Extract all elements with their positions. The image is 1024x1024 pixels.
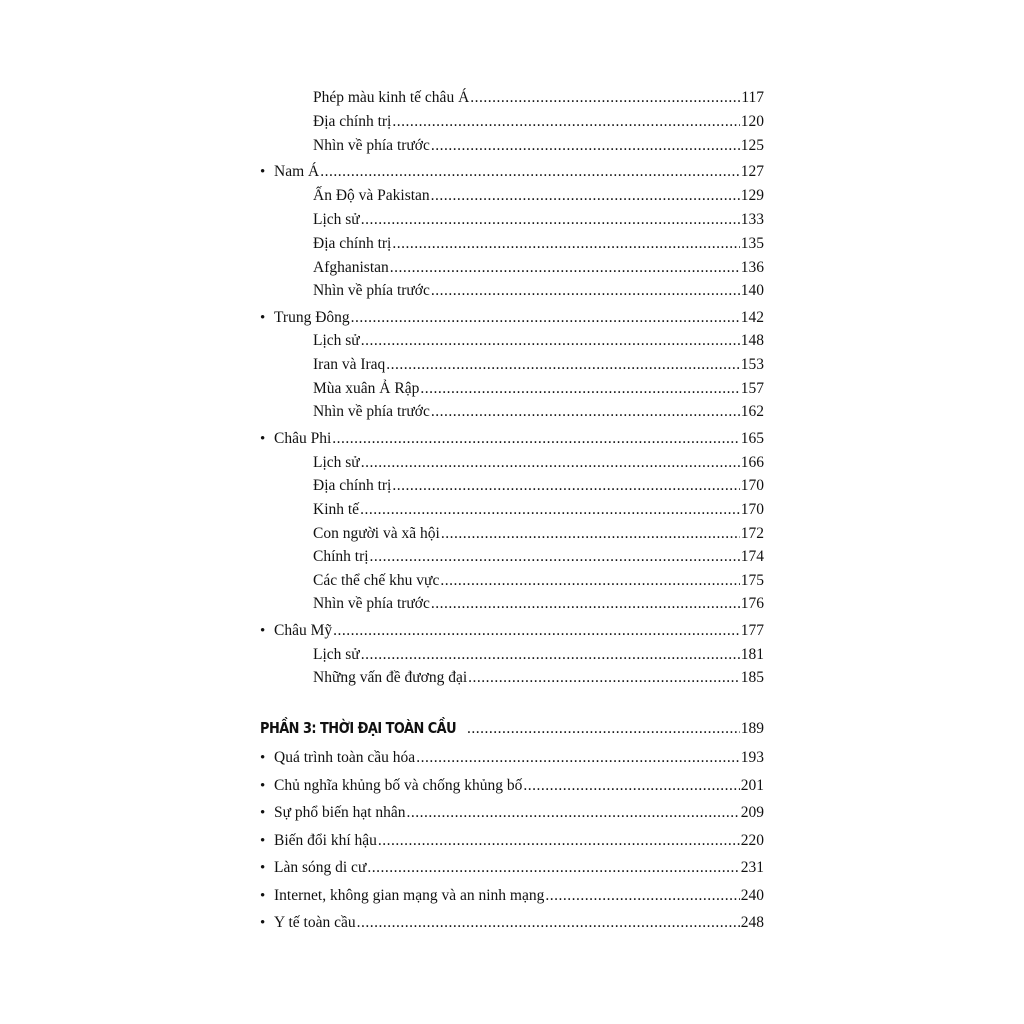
dot-leader — [351, 308, 740, 328]
toc-page-number: 193 — [740, 749, 764, 766]
toc-page-number: 231 — [740, 859, 764, 876]
dot-leader — [431, 402, 740, 422]
dot-leader — [392, 476, 739, 496]
toc-entry — [313, 88, 764, 108]
toc-entry — [313, 453, 764, 473]
toc-part-heading — [260, 718, 764, 738]
toc-page-number: 127 — [740, 163, 764, 180]
dot-leader — [441, 524, 740, 544]
toc-entry-title: Chủ nghĩa khủng bố và chống khủng bố — [274, 777, 523, 794]
toc-page-number: 129 — [740, 187, 764, 204]
toc-page-number: 165 — [740, 430, 764, 447]
dot-leader — [370, 547, 740, 567]
dot-leader — [361, 645, 740, 665]
dot-leader — [361, 453, 740, 473]
toc-entry — [260, 162, 764, 182]
dot-leader — [392, 234, 739, 254]
toc-entry — [313, 594, 764, 614]
toc-entry-title: Địa chính trị — [313, 235, 392, 252]
toc-entry — [313, 355, 764, 375]
bullet-icon: • — [260, 623, 266, 639]
dot-leader — [431, 186, 740, 206]
toc-page-number: 177 — [740, 622, 764, 639]
bullet-icon: • — [260, 778, 266, 794]
toc-page-number: 175 — [740, 572, 764, 589]
toc-entry-title: Afghanistan — [313, 259, 389, 276]
toc-entry — [260, 913, 764, 933]
toc-page-number: 153 — [740, 356, 764, 373]
toc-entry-title: Y tế toàn cầu — [274, 914, 356, 931]
dot-leader — [390, 258, 740, 278]
bullet-icon: • — [260, 750, 266, 766]
toc-page-number: 181 — [740, 646, 764, 663]
dot-leader — [386, 355, 739, 375]
toc-page-number: 166 — [740, 454, 764, 471]
toc-entry — [260, 429, 764, 449]
dot-leader — [431, 594, 740, 614]
toc-entry — [313, 331, 764, 351]
toc-entry — [260, 831, 764, 851]
toc-entry-title: Các thể chế khu vực — [313, 572, 440, 589]
toc-entry — [313, 547, 764, 567]
toc-entry — [260, 886, 764, 906]
bullet-icon: • — [260, 860, 266, 876]
dot-leader — [361, 210, 740, 230]
dot-leader — [367, 858, 739, 878]
dot-leader — [431, 136, 740, 156]
toc-entry — [313, 668, 764, 688]
toc-entry — [313, 136, 764, 156]
toc-entry-title: Nhìn về phía trước — [313, 137, 430, 154]
toc-entry-title: Internet, không gian mạng và an ninh mạng — [274, 887, 545, 904]
bullet-icon: • — [260, 164, 266, 180]
dot-leader — [320, 162, 740, 182]
toc-entry-title: Kinh tế — [313, 501, 360, 518]
toc-entry-title: Ấn Độ và Pakistan — [313, 187, 430, 204]
toc-entry — [313, 524, 764, 544]
bullet-icon: • — [260, 915, 266, 931]
bullet-icon: • — [260, 833, 266, 849]
dot-leader — [440, 571, 739, 591]
bullet-icon: • — [260, 888, 266, 904]
toc-page-number: 189 — [740, 720, 764, 737]
toc-entry — [313, 112, 764, 132]
toc-entry-title: PHẦN 3: THỜI ĐẠI TOÀN CẦU — [260, 719, 457, 737]
toc-entry-title: Phép màu kinh tế châu Á — [313, 89, 470, 106]
toc-page-number: 172 — [740, 525, 764, 542]
toc-entry — [313, 645, 764, 665]
toc-entry-title: Châu Mỹ — [274, 622, 333, 639]
toc-entry-title: Nhìn về phía trước — [313, 595, 430, 612]
toc-page-number: 248 — [740, 914, 764, 931]
toc-page-number: 157 — [740, 380, 764, 397]
dot-leader — [416, 748, 740, 768]
toc-entry — [313, 500, 764, 520]
toc-entry-title: Lịch sử — [313, 211, 360, 228]
toc-entry-title: Lịch sử — [313, 454, 360, 471]
toc-entry-title: Những vấn đề đương đại — [313, 669, 468, 686]
dot-leader — [467, 719, 740, 739]
toc-page-number: 117 — [741, 89, 764, 106]
toc-entry-title: Làn sóng di cư — [274, 859, 367, 876]
toc-entry-title: Trung Đông — [274, 309, 350, 326]
dot-leader — [360, 500, 740, 520]
toc-entry — [260, 621, 764, 641]
dot-leader — [523, 776, 739, 796]
toc-entry-title: Địa chính trị — [313, 113, 392, 130]
toc-entry-title: Sự phổ biến hạt nhân — [274, 804, 406, 821]
toc-entry — [260, 858, 764, 878]
toc-page-number: 185 — [740, 669, 764, 686]
bullet-icon: • — [260, 805, 266, 821]
toc-entry-title: Nhìn về phía trước — [313, 282, 430, 299]
bullet-icon: • — [260, 431, 266, 447]
toc-entry-title: Biến đổi khí hậu — [274, 832, 377, 849]
toc-entry — [313, 186, 764, 206]
toc-entry-title: Châu Phi — [274, 430, 332, 447]
toc-page-number: 125 — [740, 137, 764, 154]
dot-leader — [392, 112, 739, 132]
toc-entry — [260, 803, 764, 823]
toc-entry — [260, 748, 764, 768]
toc-entry — [313, 281, 764, 301]
toc-page-number: 240 — [740, 887, 764, 904]
toc-entry — [313, 571, 764, 591]
dot-leader — [332, 429, 739, 449]
toc-page-number: 174 — [740, 548, 764, 565]
toc-entry-title: Chính trị — [313, 548, 369, 565]
dot-leader — [545, 886, 739, 906]
toc-entry — [313, 258, 764, 278]
toc-entry-title: Quá trình toàn cầu hóa — [274, 749, 416, 766]
toc-entry-title: Nam Á — [274, 163, 320, 180]
toc-page-number: 170 — [740, 477, 764, 494]
toc-page-number: 162 — [740, 403, 764, 420]
toc-page-number: 120 — [740, 113, 764, 130]
toc-entry-title: Iran và Iraq — [313, 356, 386, 373]
toc-page-number: 133 — [740, 211, 764, 228]
dot-leader — [333, 621, 740, 641]
toc-page-number: 140 — [740, 282, 764, 299]
toc-page-number: 201 — [740, 777, 764, 794]
toc-page-number: 136 — [740, 259, 764, 276]
toc-entry — [313, 379, 764, 399]
toc-page-number: 148 — [740, 332, 764, 349]
dot-leader — [468, 668, 740, 688]
toc-entry — [313, 402, 764, 422]
toc-page-number: 135 — [740, 235, 764, 252]
toc-page-number: 220 — [740, 832, 764, 849]
toc-entry-title: Lịch sử — [313, 646, 360, 663]
dot-leader — [378, 831, 740, 851]
bullet-icon: • — [260, 310, 266, 326]
toc-page-number: 170 — [740, 501, 764, 518]
toc-page-number: 209 — [740, 804, 764, 821]
toc-entry-title: Mùa xuân Ả Rập — [313, 380, 420, 397]
toc-page-number: 176 — [740, 595, 764, 612]
toc-page-number: 142 — [740, 309, 764, 326]
toc-entry — [313, 476, 764, 496]
toc-entry — [313, 234, 764, 254]
dot-leader — [420, 379, 739, 399]
dot-leader — [357, 913, 740, 933]
dot-leader — [470, 88, 740, 108]
toc-entry — [260, 776, 764, 796]
dot-leader — [431, 281, 740, 301]
toc-entry-title: Địa chính trị — [313, 477, 392, 494]
dot-leader — [407, 803, 740, 823]
toc-entry-title: Lịch sử — [313, 332, 360, 349]
toc-entry-title: Con người và xã hội — [313, 525, 440, 542]
toc-entry — [313, 210, 764, 230]
dot-leader — [361, 331, 740, 351]
toc-entry-title: Nhìn về phía trước — [313, 403, 430, 420]
toc-entry — [260, 308, 764, 328]
